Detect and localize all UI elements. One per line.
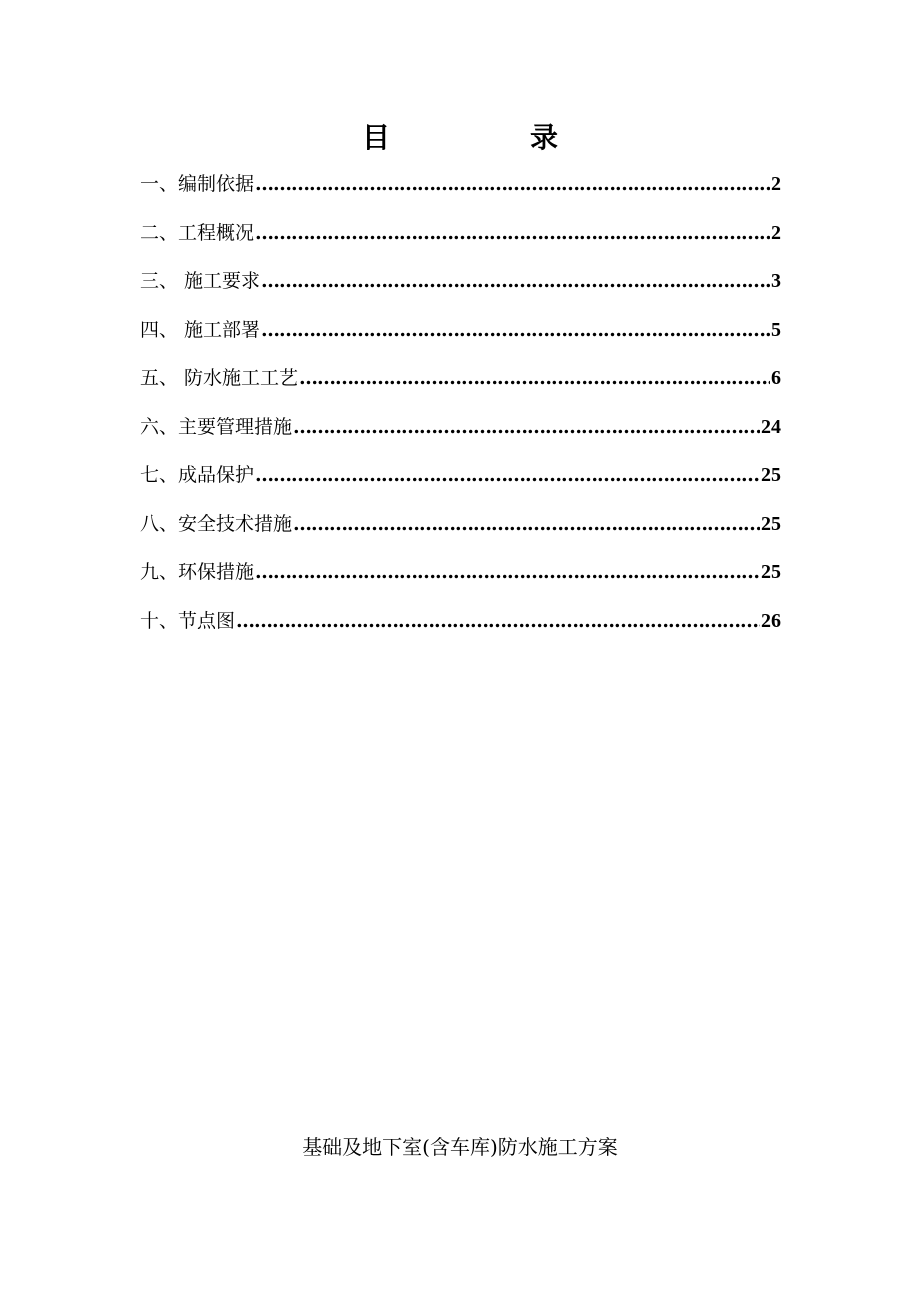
toc-entry-3[interactable] <box>140 261 781 310</box>
toc-dot-leader <box>255 213 770 253</box>
toc-entry-8[interactable] <box>140 504 781 553</box>
toc-entry-2[interactable] <box>140 213 781 262</box>
toc-dot-leader <box>293 504 760 544</box>
document-footer-title: 基础及地下室(含车库)防水施工方案 <box>302 1135 618 1159</box>
toc-dot-leader <box>236 601 760 641</box>
toc-entry-5[interactable] <box>140 358 781 407</box>
toc-page-number: 25 <box>761 464 781 486</box>
toc-entry-label: 六、主要管理措施 <box>140 415 293 438</box>
toc-entry-label: 五、 防水施工工艺 <box>140 367 299 389</box>
toc-entry-label: 三、 施工要求 <box>140 270 261 292</box>
toc-entry-1[interactable] <box>140 164 781 213</box>
toc-dot-leader <box>255 455 760 495</box>
toc-page-number: 2 <box>771 173 781 195</box>
toc-entry-label: 九、环保措施 <box>140 561 255 583</box>
toc-title: 目 录 <box>361 121 614 154</box>
toc-entry-10[interactable] <box>140 601 781 650</box>
toc-entry-label: 七、成品保护 <box>140 464 255 486</box>
toc-entry-label: 二、工程概况 <box>140 221 255 244</box>
toc-page-number: 24 <box>761 415 781 438</box>
toc-dot-leader <box>261 310 770 350</box>
table-of-contents <box>140 164 781 649</box>
toc-dot-leader <box>293 407 760 447</box>
toc-dot-leader <box>299 358 770 398</box>
toc-entry-6[interactable] <box>140 407 781 456</box>
toc-entry-label: 四、 施工部署 <box>140 318 261 341</box>
toc-dot-leader <box>261 261 770 301</box>
toc-page-number: 3 <box>771 270 781 292</box>
toc-entry-label: 八、安全技术措施 <box>140 512 293 535</box>
toc-page-number: 25 <box>761 561 781 583</box>
toc-entry-4[interactable] <box>140 310 781 359</box>
toc-page-number: 5 <box>771 318 781 341</box>
toc-entry-label: 十、节点图 <box>140 609 236 632</box>
toc-page-number: 25 <box>761 512 781 535</box>
toc-page-number: 2 <box>771 221 781 244</box>
toc-page-number: 26 <box>761 609 781 632</box>
toc-entry-label: 一、编制依据 <box>140 173 255 195</box>
toc-dot-leader <box>255 164 770 204</box>
toc-entry-7[interactable] <box>140 455 781 504</box>
toc-dot-leader <box>255 552 760 592</box>
toc-page-number: 6 <box>771 367 781 389</box>
toc-entry-9[interactable] <box>140 552 781 601</box>
